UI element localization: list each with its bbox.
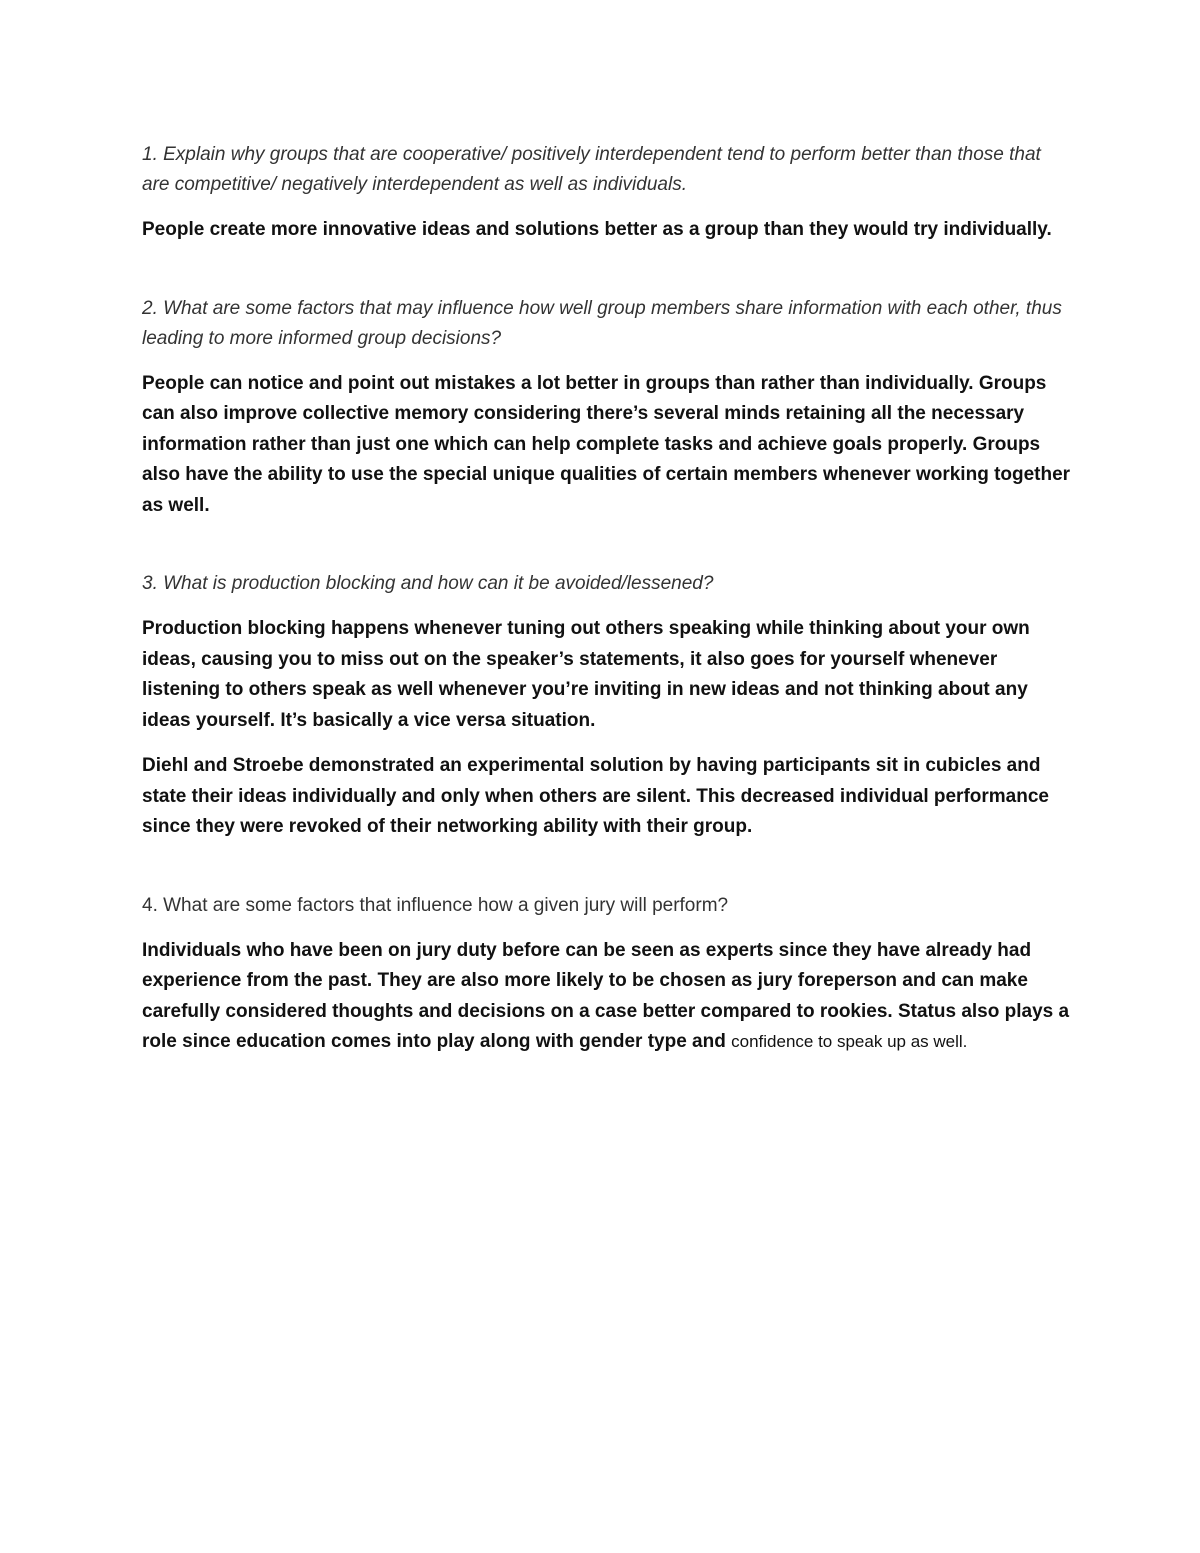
question-2: 2. What are some factors that may influence how well group members share information with each other, thus leading to more informed group decisions?: [142, 297, 1062, 349]
answer-4-tail: confidence to speak up as well.: [731, 1032, 968, 1051]
answer-4: [142, 936, 1072, 1058]
question-3: 3. What is production blocking and how can it be avoided/lessened?: [142, 573, 714, 594]
question-1: 1. Explain why groups that are cooperative/ positively interdependent tend to perform better than those that are competitive/ negatively interdependent as well as individuals.: [142, 144, 1041, 195]
answer-4-main: Individuals who have been on jury duty before can be seen as experts since they have already had experience from the past. They are also more likely to be chosen as jury foreperson and can make carefully considered thoughts and decisions on a case better compared to rookies. Status also plays a role since education comes into play along with gender type and: [142, 939, 1070, 1052]
document-body: [142, 140, 1072, 1058]
answer-3-paragraph-2: Diehl and Stroebe demonstrated an experimental solution by having participants sit in cubicles and state their ideas individually and only when others are silent. This decreased individual performance since they were revoked of their networking ability with their group.: [142, 755, 1049, 837]
answer-3-paragraph-1: Production blocking happens whenever tuning out others speaking while thinking about your own ideas, causing you to miss out on the speaker’s statements, it also goes for yourself whenever listening to others speak as well whenever you’re inviting in new ideas and not thinking about any ideas yourself. It’s basically a vice versa situation.: [142, 618, 1030, 731]
question-4: 4. What are some factors that influence how a given jury will perform?: [142, 894, 729, 916]
answer-1: People create more innovative ideas and solutions better as a group than they would try individually.: [142, 219, 1052, 240]
answer-2: People can notice and point out mistakes a lot better in groups than rather than individually. Groups can also improve collective memory considering there’s several minds retaining all the necessary information rather than just one which can help complete tasks and achieve goals properly. Groups also have the ability to use the special unique qualities of certain members whenever working together as well.: [142, 372, 1071, 516]
